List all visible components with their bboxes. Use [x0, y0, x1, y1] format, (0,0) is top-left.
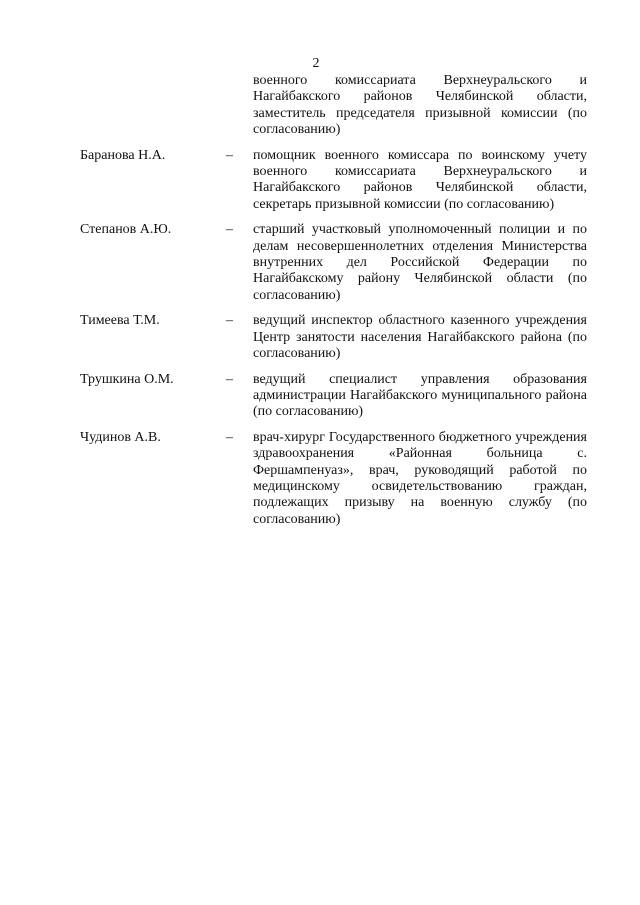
- member-dash: –: [226, 313, 233, 329]
- member-role-description: ведущий инспектор областного казенного учреждения Центр занятости населения Нагайбакского района (по согласованию): [253, 313, 587, 362]
- member-name: Степанов А.Ю.: [80, 222, 172, 238]
- member-entry-chudinov: [0, 430, 640, 528]
- member-dash: –: [226, 429, 233, 445]
- member-dash: –: [226, 222, 233, 238]
- member-role-description: старший участковый уполномоченный полиции и по делам несовершеннолетних отделения Министерства внутренних дел Российской Федерации по Нагайбакскому району Челябинской области (по согласованию): [253, 222, 587, 303]
- commission-member-list: [0, 73, 640, 528]
- member-entry-stepanov: [0, 222, 640, 304]
- member-role-description: помощник военного комиссара по воинскому учету военного комиссариата Верхнеуральского и Нагайбакского районов Челябинской области, секретарь призывной комиссии (по согласованию): [253, 147, 587, 212]
- member-dash: –: [226, 371, 233, 387]
- member-role-description: врач-хирург Государственного бюджетного учреждения здравоохранения «Районная больница с. Фершампенуаз», врач, руководящий работой по медицинскому освидетельствованию граждан, подлежащих призыву на военную службу (по согласованию): [253, 429, 587, 527]
- page-number: 2: [312, 56, 320, 71]
- member-entry-trushkina: [0, 372, 640, 421]
- member-dash: –: [226, 147, 233, 163]
- member-name: Баранова Н.А.: [80, 147, 166, 163]
- member-role-description: ведущий специалист управления образования администрации Нагайбакского муниципального района (по согласованию): [253, 371, 587, 420]
- member-entry-timeeva: [0, 313, 640, 362]
- member-role-description: военного комиссариата Верхнеуральского и Нагайбакского районов Челябинской области, заместитель председателя призывной комиссии (по согласованию): [253, 73, 587, 138]
- member-name: Тимеева Т.М.: [80, 313, 160, 329]
- member-name: Трушкина О.М.: [80, 371, 174, 387]
- member-name: Чудинов А.В.: [80, 429, 161, 445]
- member-entry-baranova: [0, 148, 640, 214]
- member-entry-continuation: [0, 73, 640, 139]
